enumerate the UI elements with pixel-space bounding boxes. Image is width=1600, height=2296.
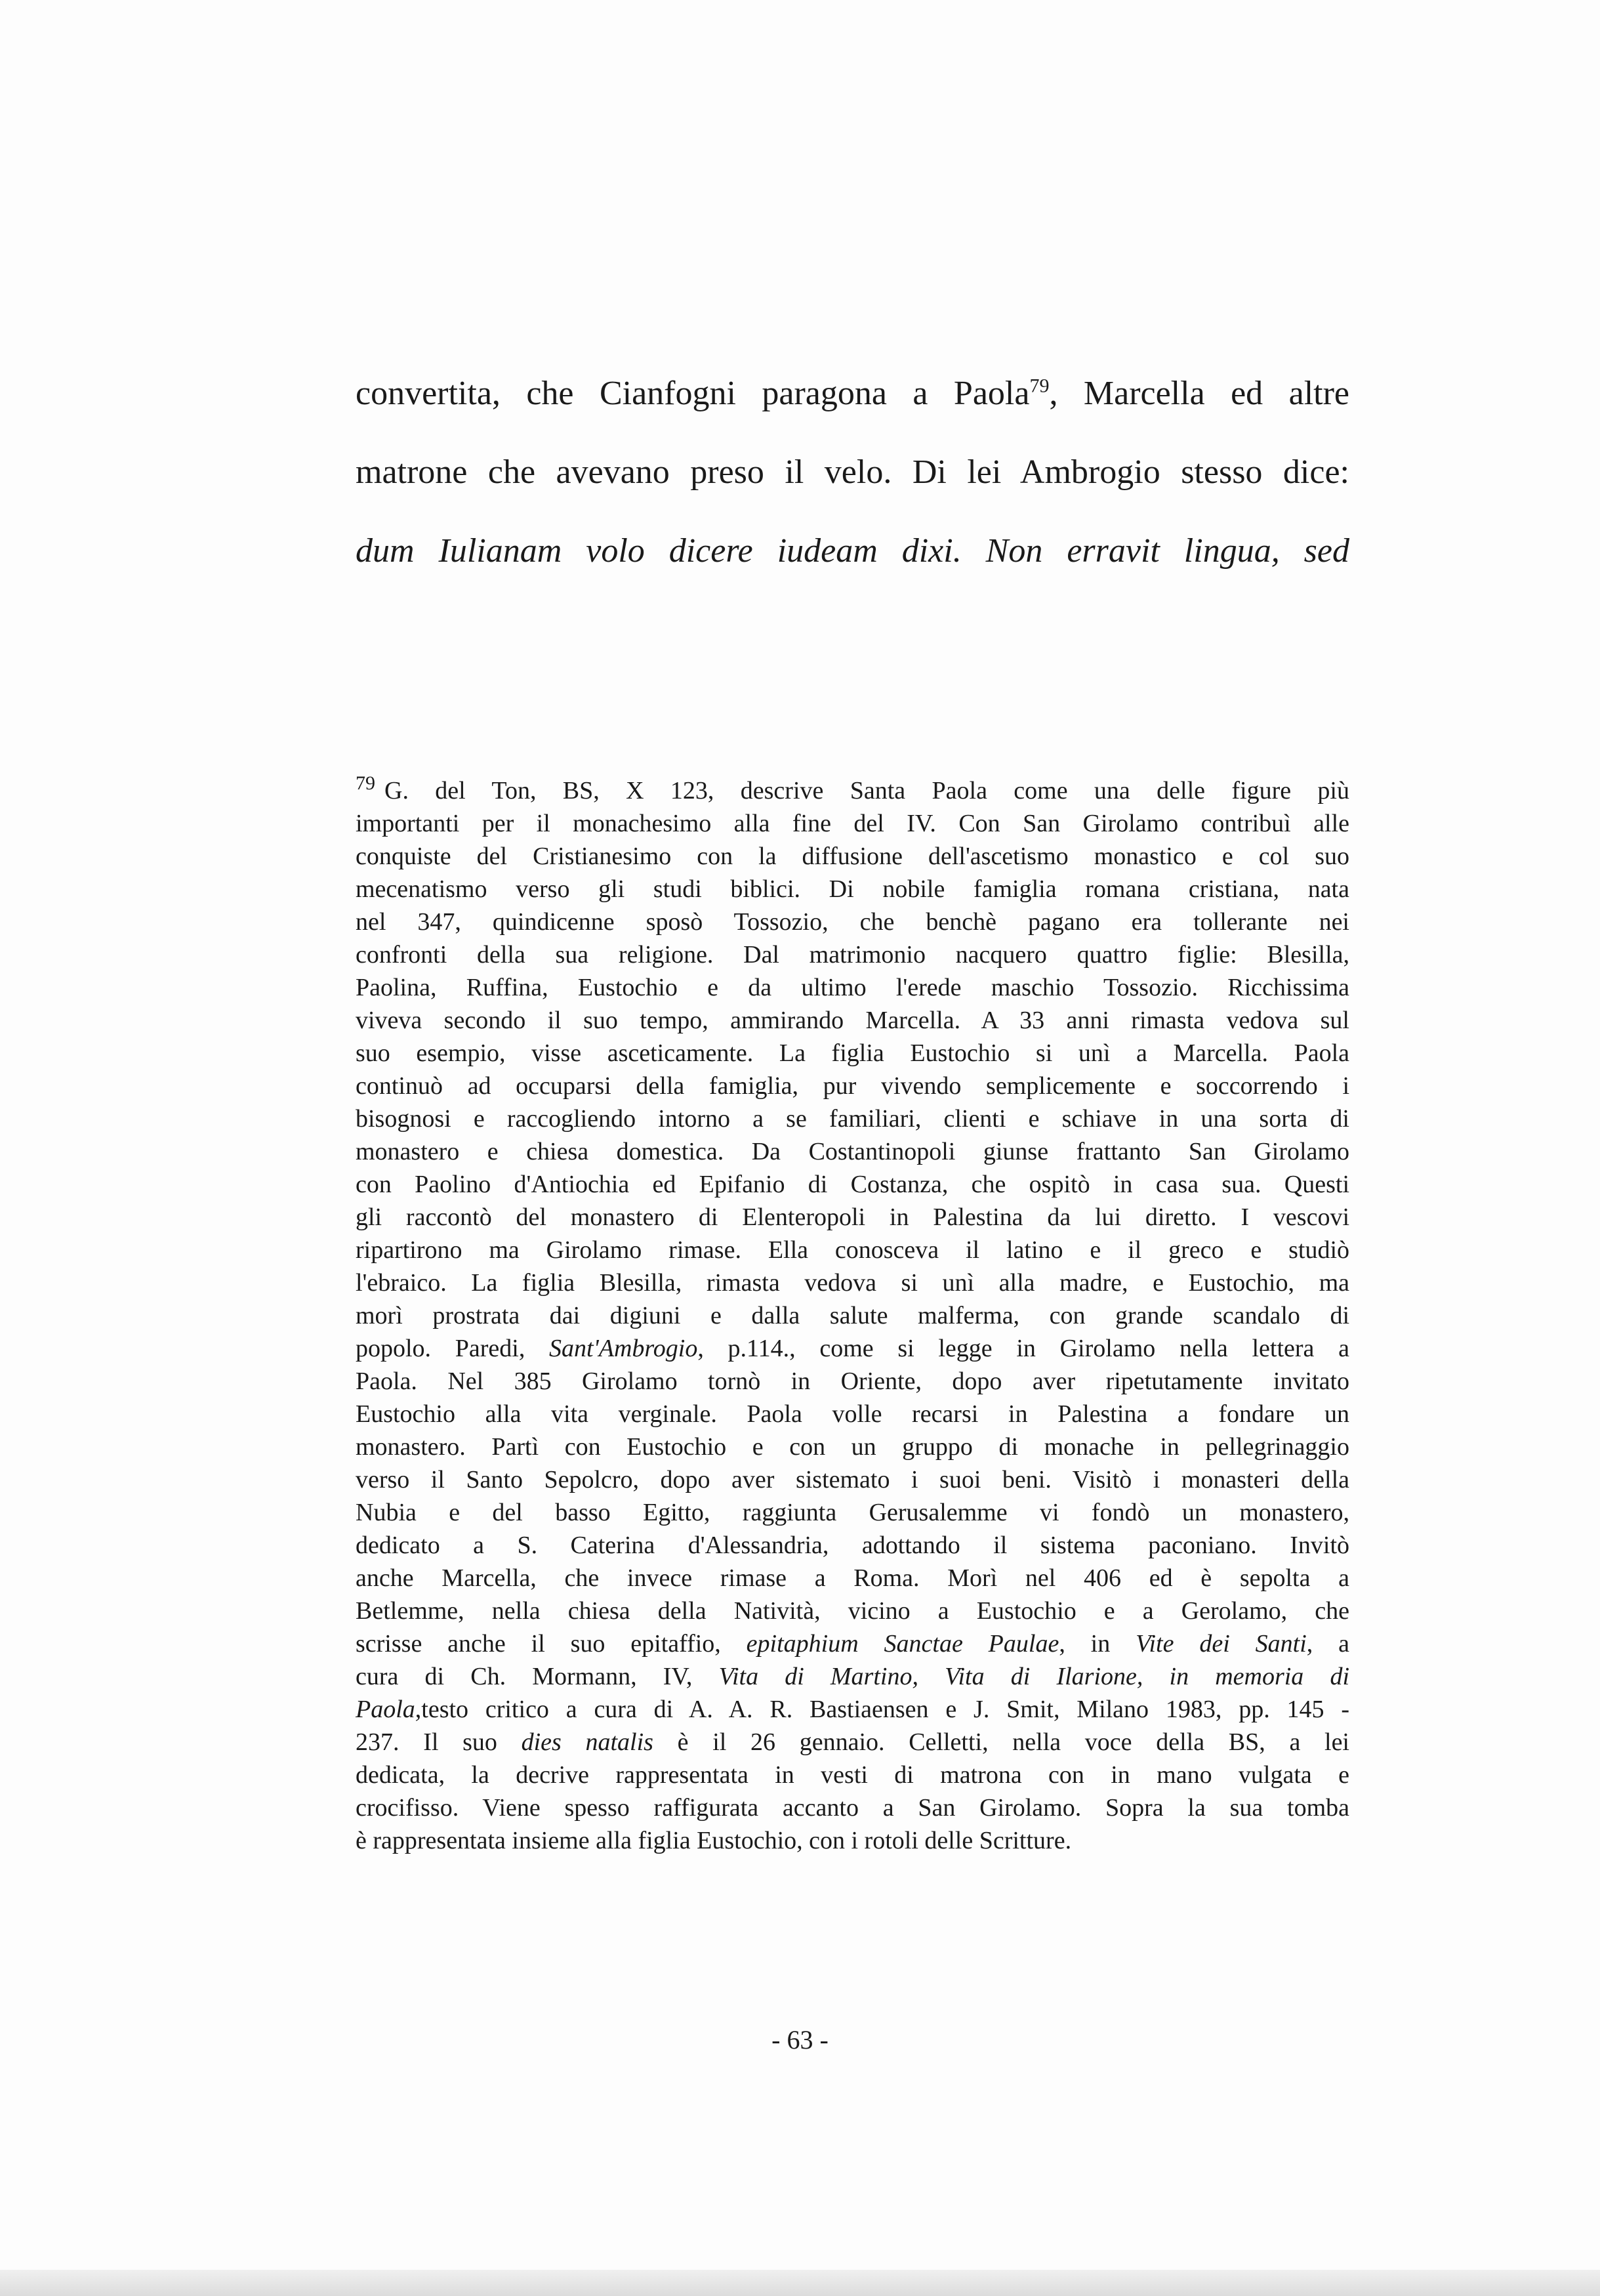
text-line <box>356 1299 1349 1332</box>
text-segment: mecenatismo verso gli studi biblici. Di nobile famiglia romana cristiana, nata <box>356 875 1349 903</box>
text-segment: anche Marcella, che invece rimase a Roma. Morì nel 406 ed è sepolta a <box>356 1564 1349 1592</box>
text-line <box>356 1496 1349 1529</box>
text-line <box>356 938 1349 971</box>
text-segment: , a <box>1306 1630 1349 1658</box>
text-segment: monastero e chiesa domestica. Da Costantinopoli giunse frattanto San Girolamo <box>356 1138 1349 1165</box>
text-line <box>356 1135 1349 1168</box>
text-segment: viveva secondo il suo tempo, ammirando Marcella. A 33 anni rimasta vedova sul <box>356 1007 1349 1034</box>
text-line <box>356 1168 1349 1201</box>
text-segment: ripartirono ma Girolamo rimase. Ella conosceva il latino e il greco e studiò <box>356 1236 1349 1264</box>
italic-text: Vite dei Santi <box>1136 1630 1307 1658</box>
main-text <box>356 367 1349 604</box>
text-line <box>356 1726 1349 1759</box>
text-segment: cura di Ch. Mormann, IV, <box>356 1663 719 1690</box>
text-line <box>356 1234 1349 1266</box>
text-segment: nel 347, quindicenne sposò Tossozio, che benchè pagano era tollerante nei <box>356 908 1349 936</box>
text-line <box>356 1201 1349 1234</box>
text-segment: dedicata, la decrive rappresentata in vesti di matrona con in mano vulgata e <box>356 1761 1349 1789</box>
text-line <box>356 1529 1349 1562</box>
text-segment: , p.114., come si legge in Girolamo nella lettera a <box>697 1335 1349 1362</box>
text-segment: G. del Ton, BS, X 123, descrive Santa Paola come una delle figure più <box>384 777 1349 804</box>
text-segment: Eustochio alla vita verginale. Paola volle recarsi in Palestina a fondare un <box>356 1400 1349 1428</box>
italic-text: Vita di Martino, Vita di Ilarione, in memoria di <box>718 1663 1350 1690</box>
text-line <box>356 971 1349 1004</box>
text-line <box>356 1463 1349 1496</box>
italic-text: epitaphium Sanctae Paulae <box>746 1630 1059 1658</box>
text-segment: popolo. Paredi, <box>356 1335 550 1362</box>
footnote-marker: 79 <box>356 772 375 795</box>
text-segment: l'ebraico. La figlia Blesilla, rimasta vedova si unì alla madre, e Eustochio, ma <box>356 1269 1349 1297</box>
text-segment: 237. Il suo <box>356 1728 522 1756</box>
text-line <box>356 1627 1349 1660</box>
text-line <box>356 1102 1349 1135</box>
text-line <box>356 1266 1349 1299</box>
text-line <box>356 1660 1349 1693</box>
text-line <box>356 446 1349 525</box>
italic-text: Paola <box>356 1696 415 1723</box>
text-segment: con Paolino d'Antiochia ed Epifanio di Costanza, che ospitò in casa sua. Questi <box>356 1171 1349 1198</box>
text-line <box>356 1365 1349 1398</box>
italic-text: dum Iulianam volo dicere iudeam dixi. Non erravit lingua, sed <box>356 532 1349 570</box>
text-segment: Paola. Nel 385 Girolamo tornò in Oriente, dopo aver ripetutamente invitato <box>356 1367 1349 1395</box>
text-segment: Betlemme, nella chiesa della Natività, vicino a Eustochio e a Gerolamo, che <box>356 1597 1349 1625</box>
text-segment: , Marcella ed altre <box>1049 375 1349 412</box>
text-line <box>356 906 1349 938</box>
text-line <box>356 1562 1349 1595</box>
text-line <box>356 1824 1349 1857</box>
text-segment: suo esempio, visse asceticamente. La figlia Eustochio si unì a Marcella. Paola <box>356 1039 1349 1067</box>
text-line <box>356 1398 1349 1430</box>
text-segment: morì prostrata dai digiuni e dalla salute malferma, con grande scandalo di <box>356 1302 1349 1329</box>
text-line <box>356 1430 1349 1463</box>
italic-text: dies natalis <box>521 1728 653 1756</box>
scan-edge <box>0 2270 1600 2296</box>
italic-text: Sant'Ambrogio <box>549 1335 698 1362</box>
text-segment: continuò ad occuparsi della famiglia, pur vivendo semplicemente e soccorrendo i <box>356 1072 1349 1100</box>
text-line <box>356 774 1349 807</box>
text-segment: crocifisso. Viene spesso raffigurata accanto a San Girolamo. Sopra la sua tomba <box>356 1794 1349 1822</box>
text-segment: convertita, che Cianfogni paragona a Paola <box>356 375 1030 412</box>
text-segment: scrisse anche il suo epitaffio, <box>356 1630 747 1658</box>
text-line <box>356 367 1349 446</box>
text-line <box>356 1791 1349 1824</box>
text-segment: Nubia e del basso Egitto, raggiunta Gerusalemme vi fondò un monastero, <box>356 1499 1349 1526</box>
text-line <box>356 1004 1349 1037</box>
text-line <box>356 840 1349 873</box>
text-segment: verso il Santo Sepolcro, dopo aver sistemato i suoi beni. Visitò i monasteri della <box>356 1466 1349 1493</box>
text-segment: ,testo critico a cura di A. A. R. Bastiaensen e J. Smit, Milano 1983, pp. 145 - <box>415 1696 1349 1723</box>
text-segment: bisognosi e raccogliendo intorno a se familiari, clienti e schiave in una sorta di <box>356 1105 1349 1133</box>
text-segment: dedicato a S. Caterina d'Alessandria, adottando il sistema paconiano. Invitò <box>356 1532 1349 1559</box>
page-number: - 63 - <box>771 2025 829 2055</box>
text-segment: importanti per il monachesimo alla fine del IV. Con San Girolamo contribuì alle <box>356 810 1349 837</box>
text-line <box>356 1070 1349 1102</box>
text-segment: gli raccontò del monastero di Elenteropoli in Palestina da lui diretto. I vescovi <box>356 1203 1349 1231</box>
text-line <box>356 807 1349 840</box>
text-segment: è il 26 gennaio. Celletti, nella voce della BS, a lei <box>653 1728 1349 1756</box>
text-segment: conquiste del Cristianesimo con la diffusione dell'ascetismo monastico e col suo <box>356 843 1349 870</box>
text-line <box>356 1595 1349 1627</box>
text-segment: è rappresentata insieme alla figlia Eustochio, con i rotoli delle Scritture. <box>356 1827 1072 1854</box>
text-segment: matrone che avevano preso il velo. Di lei Ambrogio stesso dice: <box>356 453 1349 491</box>
text-line <box>356 873 1349 906</box>
footnote-79 <box>356 774 1349 1857</box>
text-line <box>356 1037 1349 1070</box>
text-line <box>356 1759 1349 1791</box>
text-segment: monastero. Partì con Eustochio e con un gruppo di monache in pellegrinaggio <box>356 1433 1349 1461</box>
text-segment: confronti della sua religione. Dal matrimonio nacquero quattro figlie: Blesilla, <box>356 941 1349 969</box>
text-line <box>356 1332 1349 1365</box>
text-segment: , in <box>1059 1630 1136 1658</box>
text-line <box>356 525 1349 604</box>
footnote-reference: 79 <box>1029 375 1050 397</box>
text-line <box>356 1693 1349 1726</box>
text-segment: Paolina, Ruffina, Eustochio e da ultimo l'erede maschio Tossozio. Ricchissima <box>356 974 1349 1001</box>
